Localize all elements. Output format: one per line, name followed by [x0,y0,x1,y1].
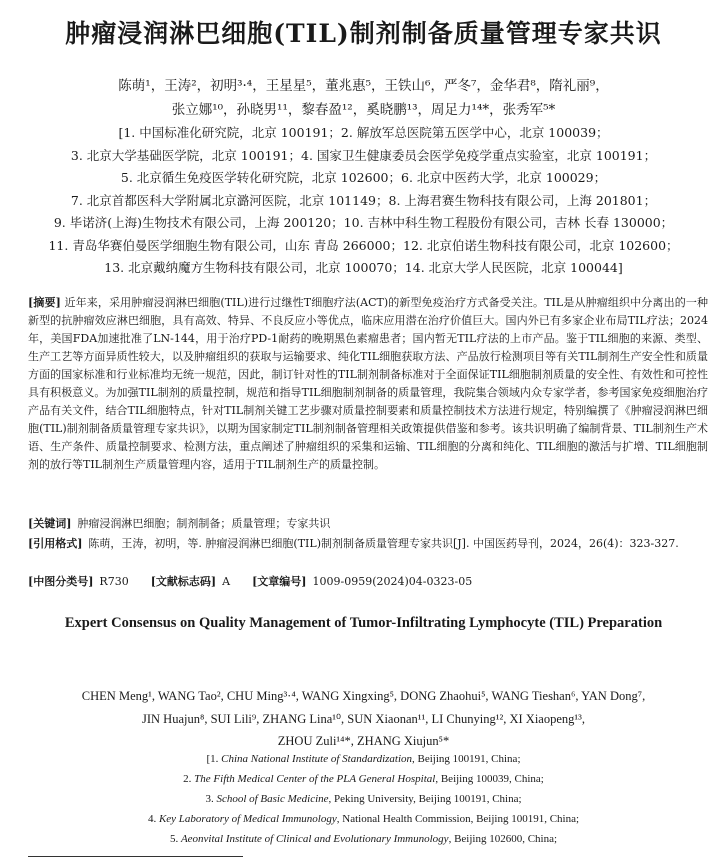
affiliation-line: [1. 中国标准化研究院，北京 100191；2. 解放军总医院第五医学中心，北京 100039； [118,125,609,140]
affiliation-line [14,809,713,829]
affiliation-name: Aeonvital Institute of Clinical and Evolutionary Immunology [180,833,449,845]
doc-code-value: A [222,575,231,588]
affiliation-prefix: [1. [206,753,222,765]
authors-line: 张立娜¹⁰，孙晓男¹¹，黎春盈¹²，奚晓鹏¹³，周足力¹⁴*，张秀军⁵* [171,102,556,118]
affiliation-line: 7. 北京首都医科大学附属北京潞河医院，北京 101149；8. 上海君赛生物科技有限公司，上海 201801； [70,192,657,208]
affiliation-name: The Fifth Medical Center of the PLA General Hospital [194,773,436,785]
citation-text: 陈萌，王涛，初明，等. 肿瘤浸润淋巴细胞(TIL)制剂制备质量管理专家共识[J]. 中国医药导刊，2024，26(4)：323-327. [88,537,679,550]
clc-label: [中图分类号] [28,575,94,588]
affiliation-line: 9. 毕诺济(上海)生物技术有限公司，上海 200120；10. 吉林中科生物工程股份有限公司，吉林 长春 130000； [53,215,674,230]
keywords-text: 肿瘤浸润淋巴细胞；制剂制备；质量管理；专家共识 [77,517,331,530]
affiliation-line: 5. 北京循生免疫医学转化研究院，北京 102600；6. 北京中医药大学，北京 100029； [120,170,607,185]
footnote-divider [28,856,243,857]
affiliation-line [14,769,713,789]
doc-code-label: [文献标志码] [150,575,217,588]
article-number-value: 1009-0959(2024)04-0323-05 [312,575,473,588]
affiliations-chinese [10,122,717,280]
citation-label: [引用格式] [28,537,83,550]
affiliation-name: School of Basic Medicine [216,793,329,805]
keywords [28,515,708,533]
affiliations-english [14,749,713,849]
affiliation-line [14,829,713,849]
affiliation-line: 11. 青岛华赛伯曼医学细胞生物有限公司，山东 青岛 266000；12. 北京伯诺生物科技有限公司，北京 102600； [48,237,679,253]
affiliation-location: , Beijing 100191, China; [412,753,521,765]
classification-row [28,573,708,591]
affiliation-location: , Peking University, Beijing 100191, China; [328,793,522,805]
abstract-label: [摘要] [28,296,61,309]
abstract [28,294,708,474]
affiliation-location: , National Health Commission, Beijing 100191, China; [336,813,580,825]
authors-english [14,685,713,753]
clc-value: R730 [99,575,129,588]
title-english: Expert Consensus on Quality Management of Tumor-Infiltrating Lymphocyte (TIL) Preparation [64,615,663,631]
affiliation-location: , Beijing 102600, China; [448,833,558,845]
authors-line: 陈萌¹，王涛²，初明³·⁴，王星星⁵，董兆惠⁵，王铁山⁶，严冬⁷，金华君⁸，隋礼丽⁹， [118,78,609,94]
authors-line: JIN Huajun⁸, SUI Lili⁹, ZHANG Lina¹⁰, SUN Xiaonan¹¹, LI Chunying¹², XI Xiaopeng¹³, [141,711,586,726]
affiliation-prefix: 3. [205,793,217,805]
affiliation-line: 3. 北京大学基础医学院，北京 100191；4. 国家卫生健康委员会医学免疫学重点实验室，北京 100191； [70,147,657,163]
affiliation-location: , Beijing 100039, China; [435,773,544,785]
affiliation-prefix: 2. [183,773,195,785]
affiliation-line [14,749,713,769]
keywords-label: [关键词] [28,517,72,530]
article-number-label: [文章编号] [252,575,307,588]
authors-line: ZHOU Zuli¹⁴*, ZHANG Xiujun⁵* [277,734,450,748]
affiliation-name: Key Laboratory of Medical Immunology [158,813,337,825]
title-chinese: 肿瘤浸润淋巴细胞(TIL)制剂制备质量管理专家共识 [65,19,662,48]
affiliation-name: China National Institute of Standardization [221,753,413,765]
affiliation-line: 13. 北京戴纳魔方生物科技有限公司，北京 100070；14. 北京大学人民医院，北京 100044] [104,260,623,275]
affiliation-line [14,789,713,809]
affiliation-prefix: 4. [147,813,159,825]
citation [28,535,708,553]
abstract-text: 近年来，采用肿瘤浸润淋巴细胞(TIL)进行过继性T细胞疗法(ACT)的新型免疫治疗方式备受关注。TIL是从肿瘤组织中分离出的一种新型的抗肿瘤效应淋巴细胞，具有高效、特异、不良反应小等优点，临床应用潜在治疗价值巨大。国内外已有多家企业布局TIL疗法；2024年，美国FDA加速批准了LN-144，用于治疗PD-1耐药的晚期黑色素瘤患者；国内暂无TIL疗法的上市产品。鉴于TIL细胞的来源、类型、生产工艺等方面异质性较大，以及肿瘤组织的获取与运输要求、纯化TIL细胞获取方法、产品放行检测项目等有关TIL制剂生产安全性和质量方面的国家标准和行业标准均无统一规范，因此，制订针对性的TIL制剂制备标准对于全面保证TIL细胞制剂质量的安全性、有效性和可控性具有积极意义。为加强TIL制剂的质量控制，规范和指导TIL细胞制剂制备的质量管理，我院集合领域内众专家学者，参考国家免疫细胞治疗产品有关文件，结合TIL细胞特点，针对TIL制剂关键工艺步骤对质量控制要素和质量控制技术方法进行规定，特别编撰了《肿瘤浸润淋巴细胞(TIL)制剂制备质量管理专家共识》，以期为国家制定TIL制剂制备管理相关政策提供借鉴和参考。该共识明确了编制背景、TIL制剂生产术语、生产条件、质量控制要求、检测方法，重点阐述了肿瘤组织的采集和运输、TIL细胞的分离和纯化、TIL细胞的激活与扩增、TIL细胞制剂的放行等TIL制剂生产质量管理内容，适用于TIL制剂生产的质量控制。 [28,296,708,471]
authors-chinese [20,74,707,122]
authors-line: CHEN Meng¹, WANG Tao², CHU Ming³·⁴, WANG Xingxing⁵, DONG Zhaohui⁵, WANG Tieshan⁶, YAN Dong⁷, [81,689,646,703]
affiliation-prefix: 5. [169,833,181,845]
